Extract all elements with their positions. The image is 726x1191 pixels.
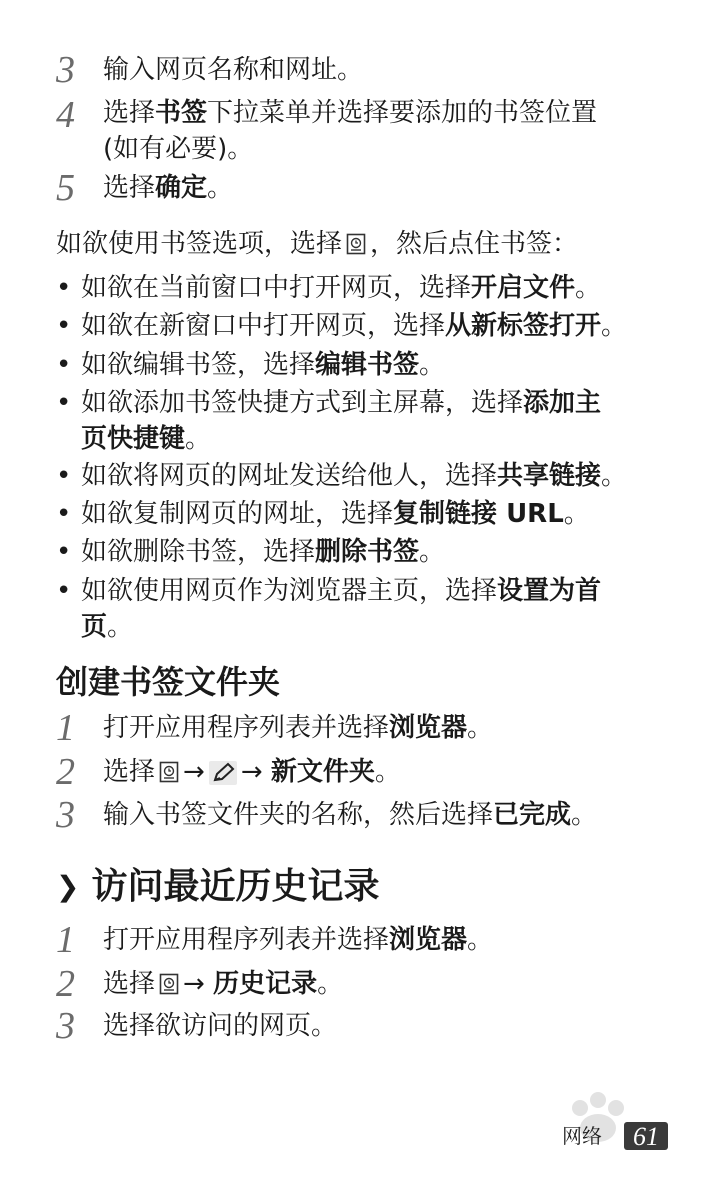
step-3 [56,1006,686,1046]
bold-term: 复制链接 URL [393,499,564,529]
intro-paragraph [56,224,686,264]
bullet-text: 。 [185,424,212,454]
arrow: → [183,969,205,999]
bullet-text: 如欲编辑书签，选择 [81,350,316,380]
chevron-right-icon: ❯ [56,870,80,903]
watermark-logo [520,1078,700,1178]
bullet-text: 。 [563,499,590,529]
bold-term: 书签 [155,98,208,128]
section-title: 访问最近历史记录 [91,866,380,907]
list-item [56,534,696,570]
list-item [56,347,696,383]
bullet-dot: • [56,461,72,491]
bold-term: 开启文件 [471,273,576,303]
step-number: 4 [56,94,75,136]
bookmark-clock-icon [159,761,179,783]
step-number: 1 [56,919,75,961]
list-item [56,270,696,306]
section-heading [56,862,379,912]
step-4 [56,95,686,167]
step-text: 。 [467,713,494,743]
step-text: 选择 [103,757,156,787]
step-number: 5 [56,167,75,209]
step-text: 输入书签文件夹的名称，然后选择 [103,800,494,830]
step-number: 1 [56,707,75,749]
bullet-text: 如欲在当前窗口中打开网页，选择 [81,273,472,303]
step-text: 打开应用程序列表并选择 [103,713,390,743]
intro-text: ，然后点住书签： [370,229,579,259]
section-heading: 创建书签文件夹 [56,663,281,701]
bold-term: 删除书签 [315,537,420,567]
bold-term: 浏览器 [389,925,468,955]
bullet-dot: • [56,576,72,606]
step-text: (如有必要)。 [103,134,254,164]
bullet-dot: • [56,499,72,529]
bold-term: 设置为首 [497,576,602,606]
bookmark-clock-icon [159,973,179,995]
bold-term: 添加主 [523,388,602,418]
step-number: 3 [56,49,75,91]
intro-text: 如欲使用书签选项，选择 [56,229,343,259]
bullet-text: 如欲复制网页的网址，选择 [81,499,394,529]
bullet-text: 。 [419,350,446,380]
bullet-text: 如欲将网页的网址发送给他人，选择 [81,461,498,491]
bullet-dot: • [56,350,72,380]
step-text: 打开应用程序列表并选择 [103,925,390,955]
bullet-text: 。 [419,537,446,567]
step-2 [56,964,686,1004]
bold-term: 共享链接 [497,461,602,491]
step-text: 下拉菜单并选择要添加的书签位置 [207,98,598,128]
step-1 [56,708,686,748]
step-text: 。 [571,800,598,830]
bullet-text: 如欲删除书签，选择 [81,537,316,567]
list-item [56,385,696,457]
bullet-text: 。 [601,311,628,341]
bullet-dot: • [56,388,72,418]
bold-term: 浏览器 [389,713,468,743]
pencil-icon [209,761,237,783]
footer-section-label: 网络 [562,1124,602,1148]
step-2 [56,752,686,792]
step-1 [56,920,686,960]
step-number: 3 [56,1005,75,1047]
step-text: 选择 [103,173,156,203]
bullet-text: 。 [107,612,134,642]
list-item [56,496,696,532]
arrow: → [183,757,205,787]
list-item [56,573,696,645]
step-text: 选择 [103,98,156,128]
bold-term: 历史记录 [213,969,318,999]
bullet-text: 。 [575,273,602,303]
bullet-text: 如欲添加书签快捷方式到主屏幕，选择 [81,388,524,418]
step-5 [56,168,686,208]
step-number: 3 [56,794,75,836]
bold-term: 确定 [155,173,208,203]
bullet-text: 如欲在新窗口中打开网页，选择 [81,311,446,341]
list-item [56,458,696,494]
bullet-dot: • [56,537,72,567]
step-number: 2 [56,751,75,793]
bold-term: 页快捷键 [81,424,186,454]
bookmark-clock-icon [346,233,366,255]
step-text: 选择欲访问的网页。 [103,1011,338,1041]
bullet-text: 。 [601,461,628,491]
bold-term: 新文件夹 [270,757,375,787]
page-number: 61 [624,1122,668,1150]
step-text: 选择 [103,969,156,999]
step-text: 。 [467,925,494,955]
bullet-text: 如欲使用网页作为浏览器主页，选择 [81,576,498,606]
bold-term: 页 [81,612,108,642]
step-text: 。 [374,757,401,787]
bold-term: 从新标签打开 [445,311,602,341]
list-item [56,308,696,344]
step-text: 。 [207,173,234,203]
step-3 [56,795,686,835]
bold-term: 已完成 [493,800,572,830]
arrow: → [240,757,263,787]
bold-term: 编辑书签 [315,350,420,380]
bullet-dot: • [56,311,72,341]
bullet-dot: • [56,273,72,303]
step-3 [56,50,686,90]
step-text: 输入网页名称和网址。 [103,55,364,85]
step-text: 。 [317,969,344,999]
step-number: 2 [56,963,75,1005]
